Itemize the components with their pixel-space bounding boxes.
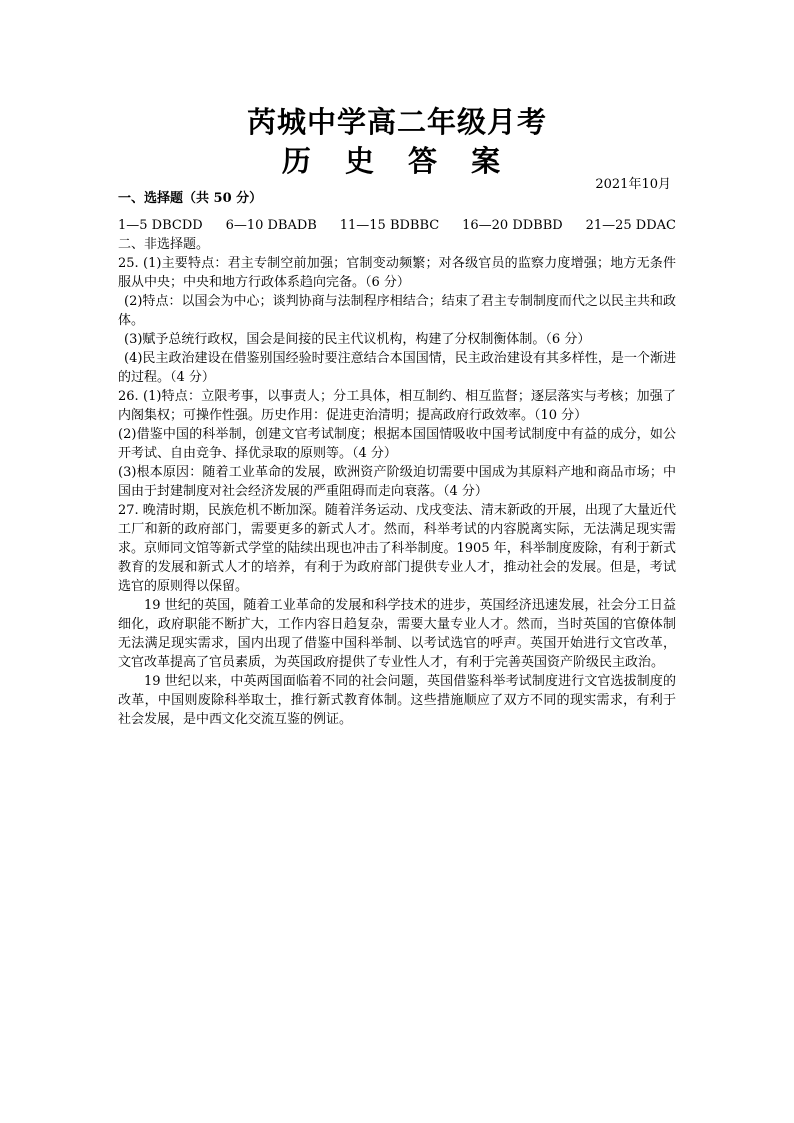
page-title: 芮城中学高二年级月考 (246, 105, 547, 139)
section2-heading: 二、非选择题。 (118, 237, 210, 252)
exam-date: 2021年10月 (595, 177, 671, 192)
answer-group: 1—5 DBCDD (118, 218, 203, 233)
q25-part4: (4)民主政治建设在借鉴别国经验时要注意结合本国国情，民主政治建设有其多样性，是一个渐进的过程。（4 分） (118, 351, 676, 385)
q26-part1: 26. (1)特点：立限考事，以事责人；分工具体，相互制约、相互监督；逐层落实与考核；加强了内阁集权；可操作性强。历史作用：促进吏治清明；提高政府行政效率。（10 分） (118, 389, 676, 423)
q27-paragraph1: 27. 晚清时期，民族危机不断加深。随着洋务运动、戊戌变法、清末新政的开展，出现了大量近代工厂和新的政府部门，需要更多的新式人才。然而，科举考试的内容脱离实际，无法满足现实需求。京师同文馆等新式学堂的陆续出现也冲击了科举制度。1905 年，科举制度废除，有利于新式教育的发展和新式人才的培养，有利于为政府部门提供专业人才，推动社会的发展。但是，考试选官的原则得以保留。 (118, 503, 676, 594)
q25-part3: (3)赋予总统行政权，国会是间接的民主代议机构，构建了分权制衡体制。（6 分） (124, 332, 591, 347)
q27-paragraph3: 19 世纪以来，中英两国面临着不同的社会问题，英国借鉴科举考试制度进行文官选拔制度的改革，中国则废除科举取士，推行新式教育体制。这些措施顺应了双方不同的现实需求，有利于社会发展，是中西文化交流互鉴的例证。 (118, 674, 676, 727)
choice-answers (118, 216, 676, 235)
q25-part1: 25. (1)主要特点：君主专制空前加强；官制变动频繁；对各级官员的监察力度增强；地方无条件服从中央；中央和地方行政体系趋向完备。（6 分） (118, 256, 676, 290)
q27-paragraph2: 19 世纪的英国，随着工业革命的发展和科学技术的进步，英国经济迅速发展，社会分工日益细化，政府职能不断扩大，工作内容日趋复杂，需要大量专业人才。然而，当时英国的官僚体制无法满足现实需求，国内出现了借鉴中国科举制、以考试选官的呼声。英国开始进行文官改革，文官改革提高了官员素质，为英国政府提供了专业性人才，有利于完善英国资产阶级民主政治。 (118, 598, 676, 670)
q26-part3: (3)根本原因：随着工业革命的发展，欧洲资产阶级迫切需要中国成为其原料产地和商品市场；中国由于封建制度对社会经济发展的严重阻碍而走向衰落。（4 分） (118, 465, 676, 499)
answer-group: 16—20 DDBBD (462, 218, 563, 233)
q26-part2: (2)借鉴中国的科举制，创建文官考试制度；根据本国国情吸收中国考试制度中有益的成分，如公开考试、自由竞争、择优录取的原则等。（4 分） (118, 427, 676, 461)
q25-part2: (2)特点：以国会为中心；谈判协商与法制程序相结合；结束了君主专制制度而代之以民主共和政体。 (118, 294, 676, 328)
answer-content (118, 189, 676, 729)
answer-group: 21—25 DDAC (585, 218, 676, 233)
page-subtitle: 历 史 答 案 (281, 144, 513, 178)
answer-group: 11—15 BDBBC (339, 218, 440, 233)
answer-group: 6—10 DBADB (225, 218, 317, 233)
section1-heading: 一、选择题（共 50 分） (118, 191, 263, 206)
